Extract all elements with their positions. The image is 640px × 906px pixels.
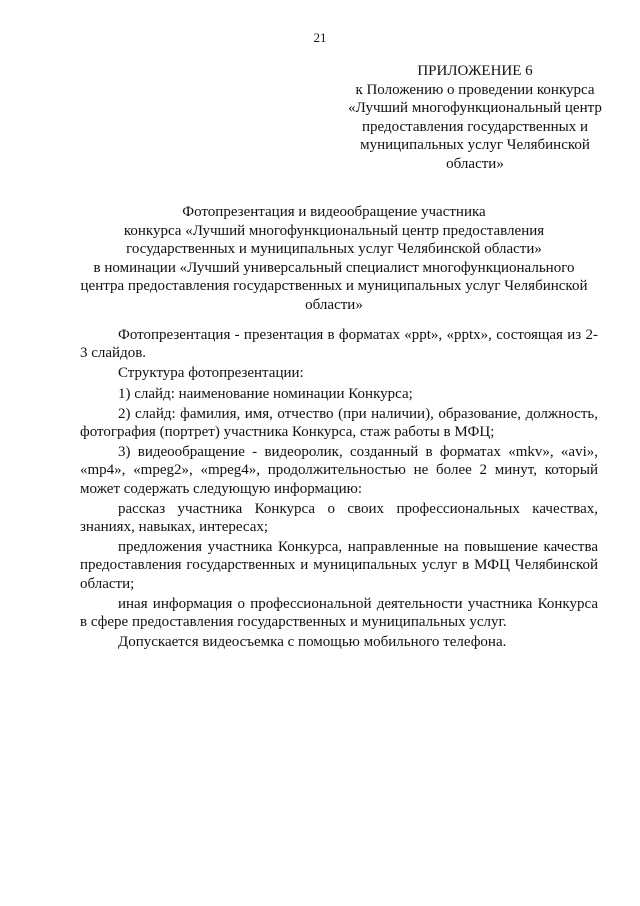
page-number: 21 [313,30,327,45]
paragraph: предложения участника Конкурса, направленные на повышение качества предоставления государственных и муниципальных услуг в МФЦ Челябинской области; [80,539,598,592]
document-body [80,326,598,651]
heading-line: области» [305,296,363,313]
heading-line: Фотопрезентация и видеообращение участника [182,204,486,220]
heading-line: центра предоставления государственных и муниципальных услуг Челябинской [80,278,588,294]
appendix-header [330,62,620,173]
paragraph: иная информация о профессиональной деятельности участника Конкурса в сфере предоставления государственных и муниципальных услуг. [80,595,598,631]
paragraph: рассказ участника Конкурса о своих профессиональных качествах, знаниях, навыках, интересах; [80,500,598,536]
paragraph: Структура фотопрезентации: [118,365,304,382]
paragraph: Допускается видеосъемка с помощью мобильного телефона. [118,634,507,651]
heading-line: государственных и муниципальных услуг Челябинской области» [126,241,542,257]
paragraph: Фотопрезентация - презентация в форматах «ppt», «pptx», состоящая из 2-3 слайдов. [80,327,598,362]
heading-line: в номинации «Лучший универсальный специалист многофункционального [93,259,575,276]
appendix-line: предоставления государственных и [361,118,588,135]
document-heading [60,203,608,314]
appendix-line: к Положению о проведении конкурса [355,81,595,98]
appendix-line: области» [446,155,504,172]
appendix-line: муниципальных услуг Челябинской [360,137,590,153]
paragraph: 2) слайд: фамилия, имя, отчество (при наличии), образование, должность, фотография (портрет) участника Конкурса, стаж работы в МФЦ; [80,405,598,441]
paragraph: 1) слайд: наименование номинации Конкурса; [118,385,413,402]
appendix-line: «Лучший многофункциональный центр [348,100,602,116]
appendix-title: ПРИЛОЖЕНИЕ 6 [417,63,533,79]
paragraph: 3) видеообращение - видеоролик, созданный в форматах «mkv», «avi», «mp4», «mpeg2», «mpeg4», продолжительностью не более 2 минут, который может содержать следующую информацию: [80,444,598,497]
heading-line: конкурса «Лучший многофункциональный центр предоставления [123,222,545,239]
